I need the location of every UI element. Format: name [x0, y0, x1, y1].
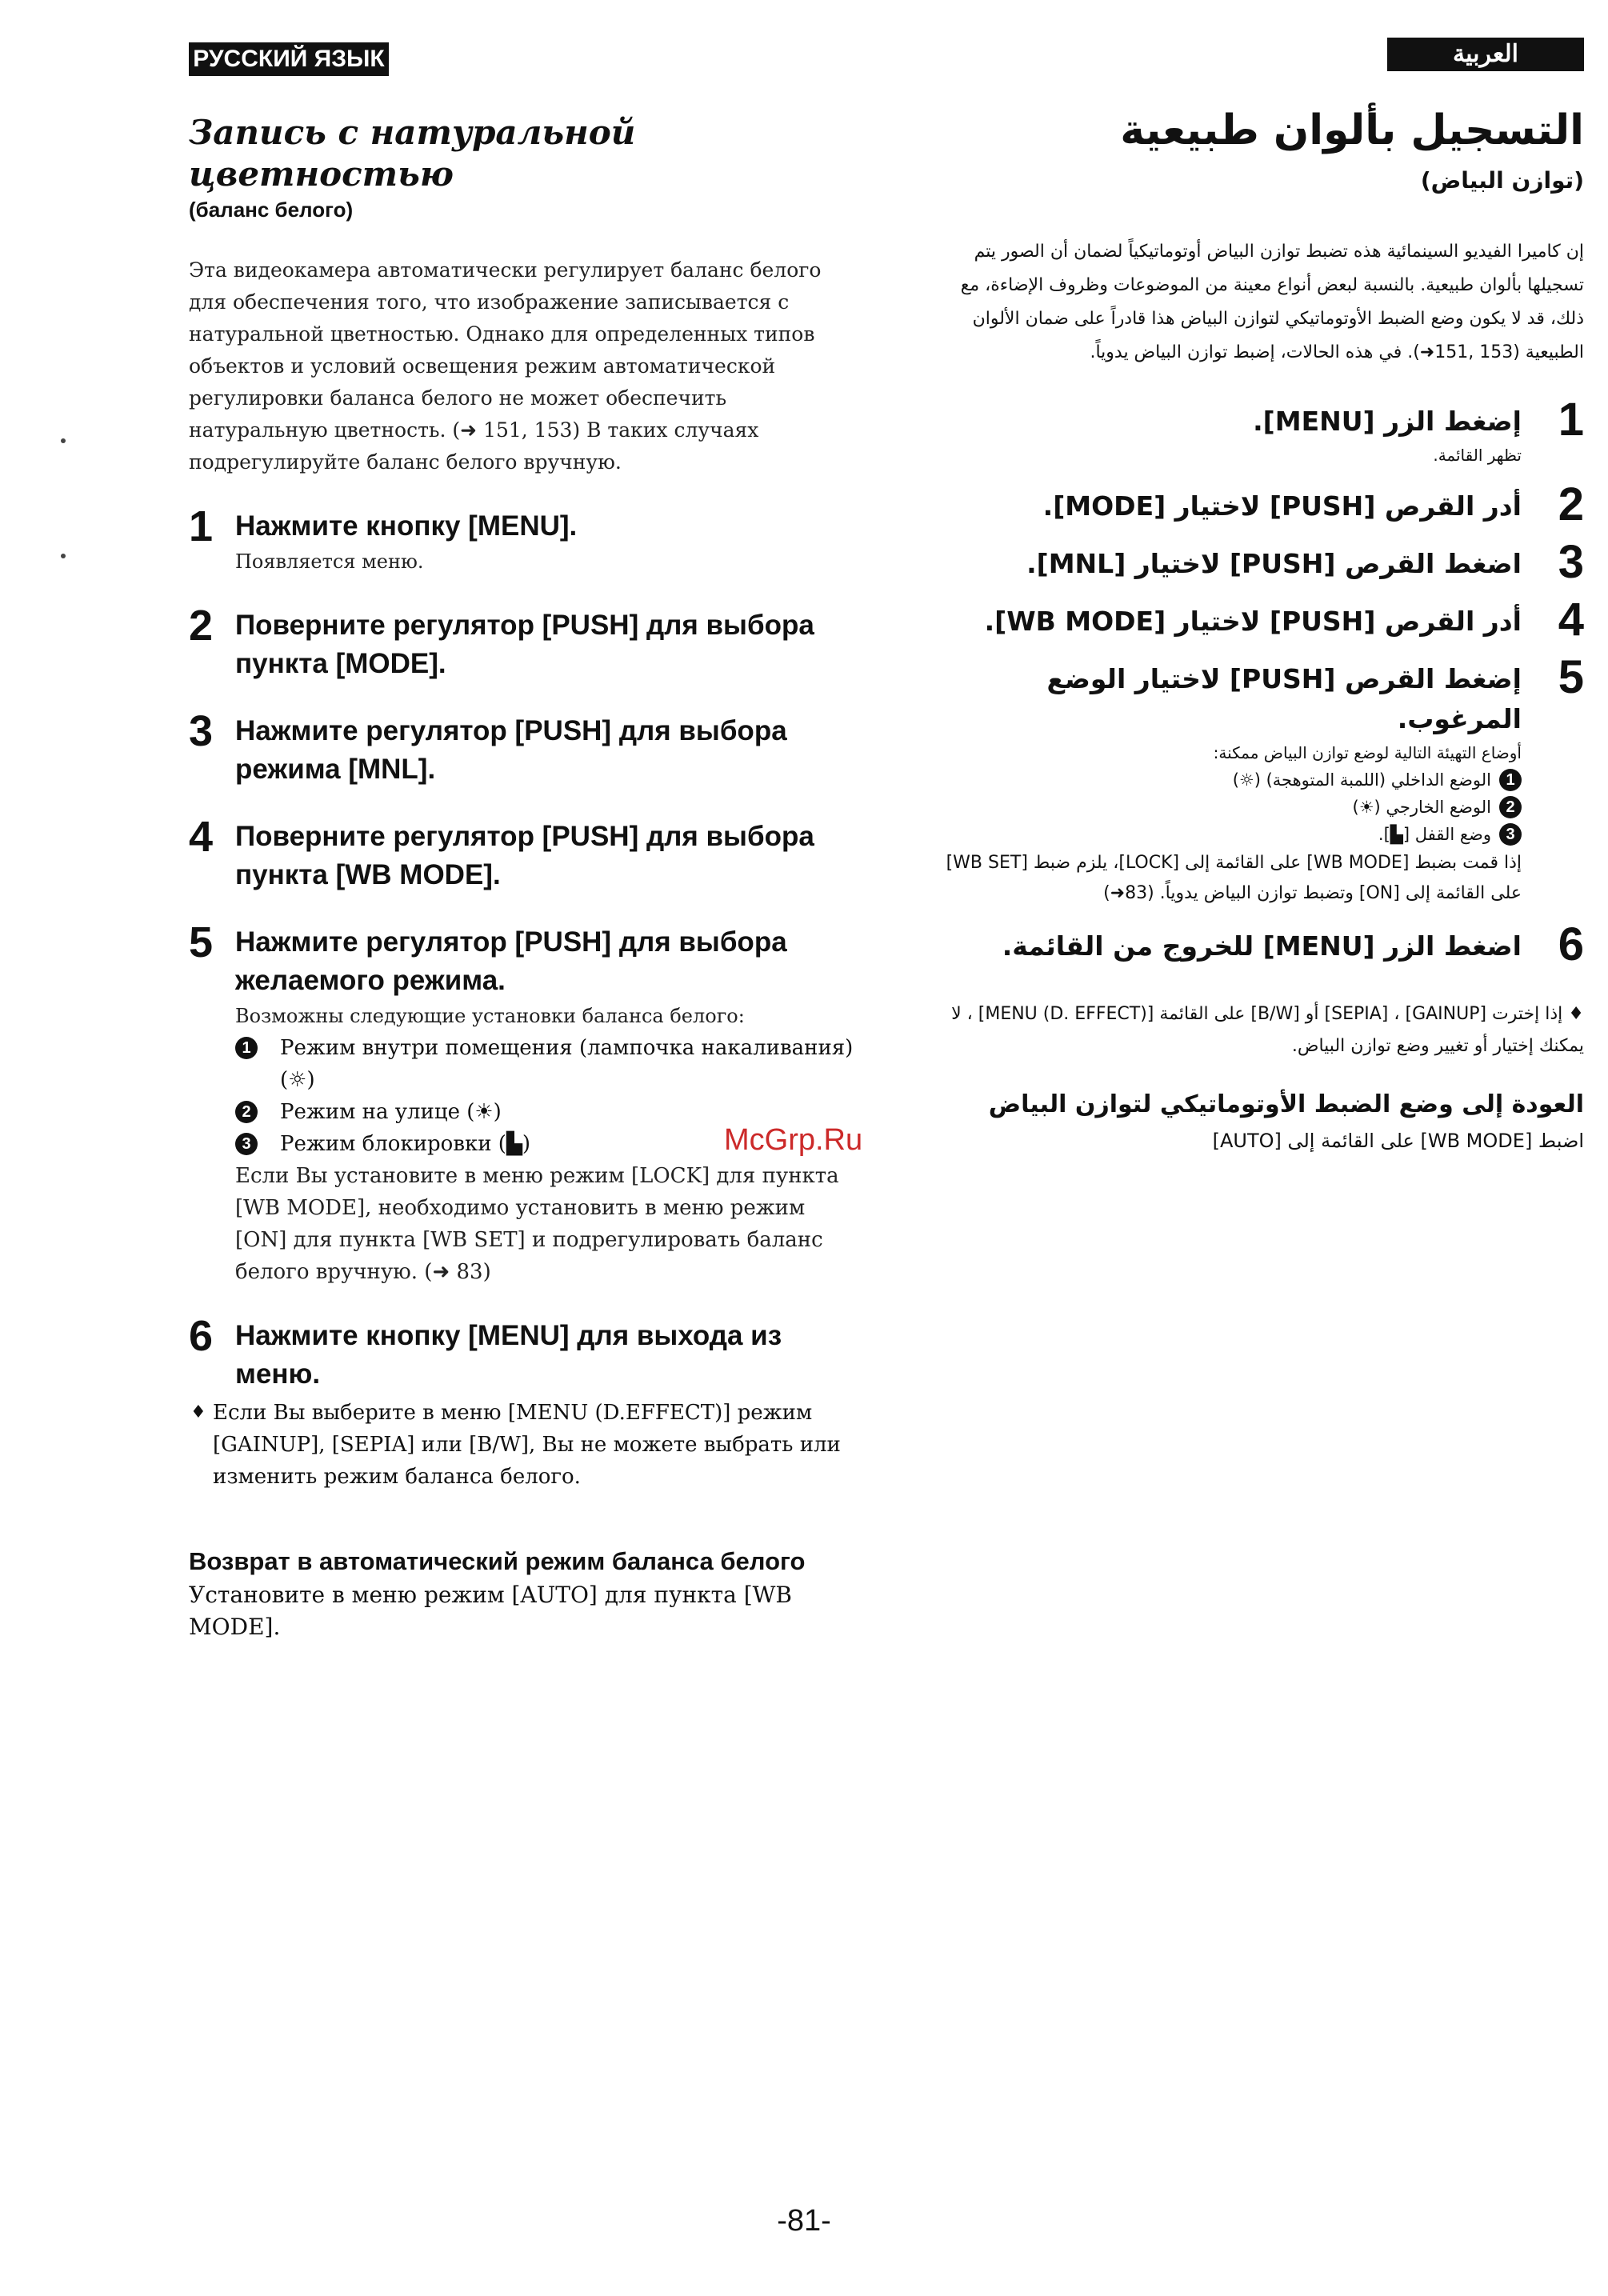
step-2-arabic: [928, 478, 1584, 530]
step-number: 2: [1558, 478, 1584, 530]
diamond-bullet-icon: ♦: [190, 1402, 206, 1422]
step-number: 5: [1558, 651, 1584, 703]
arabic-column: [928, 96, 1584, 1157]
number-badge-icon: 1: [235, 1037, 258, 1059]
language-tag-russian: РУССКИЙ ЯЗЫК: [189, 42, 389, 76]
option-outdoor: [928, 794, 1522, 821]
step-2-russian: [189, 602, 861, 683]
step-number: 4: [1558, 594, 1584, 646]
note-bullet: ♦ إذا إخترت [GAINUP] ، [SEPIA] أو [B/W] على القائمة [MENU (D. EFFECT)] ، لا يمكنك إختيار أو تغيير وضع توازن البياض.: [951, 1004, 1584, 1056]
auto-section-heading: Возврат в автоматический режим баланса белого: [189, 1547, 806, 1575]
auto-section-text: Установите в меню режим [AUTO] для пункта [WB MODE].: [189, 1582, 793, 1640]
option-text: Режим на улице (☀): [280, 1100, 502, 1124]
option-text: الوضع الخارجي (☀): [1352, 798, 1491, 817]
number-badge-icon: 1: [1499, 769, 1522, 791]
intro-paragraph-russian: Эта видеокамера автоматически регулирует баланс белого для обеспечения того, что изображение записывается с натуральной цветностью. Однако для определенных типов объектов и условий освещения режим автоматической регулировки баланса белого не может обеспечить натуральную цветность. (➜ 151, 153) В таких случаях подрегулируйте баланс белого вручную.: [189, 258, 822, 474]
step-note: Появляется меню.: [235, 550, 424, 573]
option-text: Режим блокировки (▙): [280, 1132, 531, 1156]
lock-note: إذا قمت بضبط [WB MODE] على القائمة إلى [LOCK]، يلزم ضبط [WB SET] على القائمة إلى [ON] وتضبط توازن البياض يدوياً. (83➜): [946, 853, 1522, 903]
step-4-arabic: [928, 594, 1584, 646]
step-instruction: اضغط الزر [MENU] للخروج من القائمة.: [1002, 930, 1522, 962]
option-lock: [928, 821, 1522, 848]
step-1-russian: [189, 502, 861, 578]
step-number: 1: [189, 502, 214, 550]
step-3-arabic: [928, 536, 1584, 588]
number-badge-icon: 2: [235, 1101, 258, 1123]
intro-paragraph-arabic: إن كاميرا الفيديو السينمائية هذه تضبط توازن البياض أوتوماتيكياً لضمان أن الصور يتم تسجيلها بألوان طبيعية. بالنسبة لبعض أنواع معينة من الموضوعات وظروف الإضاءة، مع ذلك، قد لا يكون وضع الضبط الأوتوماتيكي لتوازن البياض هذا قادراً على ضمان الألوان الطبيعية (153 ,151➜). في هذه الحالات، إضبط توازن البياض يدوياً.: [960, 242, 1584, 362]
option-indoor: [928, 766, 1522, 794]
page-subtitle-arabic: (توازن البياض): [1420, 167, 1584, 194]
margin-mark: [61, 554, 66, 558]
step-instruction: اضغط القرص [PUSH] لاختيار [MNL].: [1026, 548, 1522, 579]
step-note: أوضاع التهيئة التالية لوضع توازن البياض ممكنة:: [1213, 743, 1522, 762]
step-instruction: Нажмите регулятор [PUSH] для выбора желаемого режима.: [235, 926, 787, 996]
step-instruction: Нажмите кнопку [MENU] для выхода из меню.: [235, 1320, 782, 1390]
number-badge-icon: 3: [235, 1133, 258, 1155]
lock-note: Если Вы установите в меню режим [LOCK] для пункта [WB MODE], необходимо установить в меню режим [ON] для пункта [WB SET] и подрегулировать баланс белого вручную. (➜ 83): [235, 1164, 839, 1284]
step-note: Возможны следующие установки баланса белого:: [235, 1005, 745, 1027]
option-text: Режим внутри помещения (лампочка накаливания) (☼): [280, 1036, 854, 1092]
margin-mark: [61, 438, 66, 443]
step-note: تظهر القائمة.: [1433, 446, 1522, 465]
step-number: 3: [189, 707, 214, 755]
step-5-russian: [189, 918, 861, 1288]
step-number: 5: [189, 918, 214, 966]
auto-section-text: اضبط [WB MODE] على القائمة إلى [AUTO]: [1212, 1130, 1584, 1152]
step-number: 6: [1558, 918, 1584, 970]
step-number: 6: [189, 1312, 214, 1360]
step-instruction: أدر القرص [PUSH] لاختيار [WB MODE].: [984, 606, 1522, 637]
page-title-arabic: التسجيل بألوان طبيعية: [1120, 106, 1584, 154]
step-3-russian: [189, 707, 861, 789]
page-subtitle-russian: (баланс белого): [189, 198, 354, 222]
step-number: 3: [1558, 536, 1584, 588]
page-title-russian: Запись с натуральной цветностью: [189, 113, 636, 194]
page-number: -81-: [777, 2204, 831, 2238]
step-4-russian: [189, 813, 861, 894]
auto-section-heading: العودة إلى وضع الضبط الأوتوماتيكي لتوازن البياض: [988, 1090, 1584, 1118]
step-6-arabic: [928, 918, 1584, 970]
step-instruction: أدر القرص [PUSH] لاختيار [MODE].: [1042, 490, 1522, 522]
option-text: الوضع الداخلي (اللمبة المتوهجة) (☼): [1232, 770, 1491, 790]
watermark-text: McGrp.Ru: [724, 1123, 863, 1157]
language-tag-arabic: العربية: [1387, 38, 1584, 71]
step-5-arabic: [928, 651, 1584, 909]
step-6-russian: [189, 1312, 861, 1394]
step-instruction: Нажмите кнопку [MENU].: [235, 510, 578, 542]
step-number: 1: [1558, 394, 1584, 446]
number-badge-icon: 3: [1499, 823, 1522, 846]
step-instruction: Поверните регулятор [PUSH] для выбора пункта [MODE].: [235, 610, 814, 679]
step-instruction: إضغط القرص [PUSH] لاختيار الوضع المرغوب.: [1046, 663, 1522, 734]
step-instruction: Нажмите регулятор [PUSH] для выбора режима [MNL].: [235, 715, 787, 785]
note-bullet: [189, 1397, 861, 1493]
step-1-arabic: [928, 394, 1584, 469]
step-instruction: Поверните регулятор [PUSH] для выбора пункта [WB MODE].: [235, 821, 814, 890]
option-indoor: [235, 1032, 861, 1096]
step-number: 2: [189, 602, 214, 650]
russian-column: [189, 112, 861, 1643]
step-number: 4: [189, 813, 214, 861]
option-text: وضع القفل [▙].: [1378, 825, 1491, 844]
number-badge-icon: 2: [1499, 796, 1522, 818]
note-text: Если Вы выберите в меню [MENU (D.EFFECT)] режим [GAINUP], [SEPIA] или [B/W], Вы не можете выбрать или изменить режим баланса белого.: [213, 1401, 841, 1489]
step-instruction: إضغط الزر [MENU].: [1253, 406, 1522, 437]
